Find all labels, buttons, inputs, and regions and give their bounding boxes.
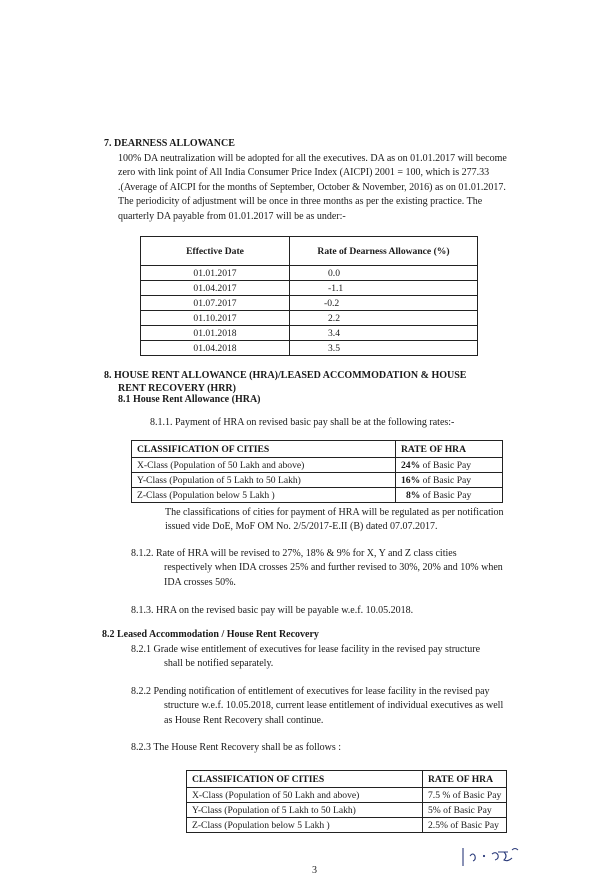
para-line: respectively when IDA crosses 25% and further revised to 30%, 20% and 10% when	[164, 562, 503, 574]
note-line: issued vide DoE, MoF OM No. 2/5/2017-E.II (B) dated 07.07.2017.	[165, 521, 438, 533]
table-header-row	[187, 771, 507, 788]
table-row	[132, 488, 503, 503]
table-cell: 3.4	[290, 326, 478, 341]
table-row	[141, 311, 478, 326]
rate-suffix: of Basic Pay	[420, 474, 472, 486]
table-cell	[396, 458, 503, 473]
table-cell: 01.07.2017	[141, 296, 290, 311]
table-header-row	[132, 441, 503, 458]
table-row	[132, 473, 503, 488]
table-cell: 0.0	[290, 266, 478, 281]
table-cell: Y-Class (Population of 5 Lakh to 50 Lakh)	[187, 803, 423, 818]
para-line: as House Rent Recovery shall continue.	[164, 714, 324, 726]
table-cell: 01.10.2017	[141, 311, 290, 326]
section-8-heading	[104, 369, 534, 395]
page-number: 3	[312, 865, 317, 876]
house-rent-recovery-table	[186, 770, 507, 833]
table-cell: Z-Class (Population below 5 Lakh )	[187, 818, 423, 833]
table-cell	[396, 473, 503, 488]
rate-value: 16%	[401, 474, 421, 486]
table-cell: 5% of Basic Pay	[423, 803, 507, 818]
handwritten-initials-signature	[460, 846, 528, 868]
section-8-2-heading: 8.2 Leased Accommodation / House Rent Recovery	[102, 629, 319, 640]
paragraph-8-1-3: 8.1.3. HRA on the revised basic pay will be payable w.e.f. 10.05.2018.	[131, 605, 414, 616]
col-header: CLASSIFICATION OF CITIES	[187, 771, 423, 788]
para-line: IDA crosses 50%.	[164, 576, 236, 588]
paragraph-8-1-2	[131, 547, 531, 590]
table-cell: 01.01.2018	[141, 326, 290, 341]
paragraph-8-2-1	[131, 643, 531, 672]
note-line: The classifications of cities for payment of HRA will be regulated as per notification	[165, 507, 504, 518]
table-cell: 01.04.2017	[141, 281, 290, 296]
rate-suffix: of Basic Pay	[420, 459, 472, 471]
table-cell: Z-Class (Population below 5 Lakh )	[132, 488, 396, 503]
rate-suffix: of Basic Pay	[420, 489, 472, 501]
hra-rates-table	[131, 440, 503, 503]
rate-value: 24%	[401, 459, 421, 471]
para-line: structure w.e.f. 10.05.2018, current lease entitlement of individual executives as well	[164, 700, 504, 712]
para-line: zero with link point of All India Consumer Price Index (AICPI) 2001 = 100, which is 277.33	[118, 167, 490, 179]
paragraph-8-1-1: 8.1.1. Payment of HRA on revised basic pay shall be at the following rates:-	[150, 417, 455, 428]
table-row	[132, 458, 503, 473]
heading-line: 8. HOUSE RENT ALLOWANCE (HRA)/LEASED ACCOMMODATION & HOUSE	[104, 370, 467, 381]
para-line: quarterly DA payable from 01.01.2017 will be as under:-	[118, 210, 346, 222]
dearness-allowance-table	[140, 236, 478, 356]
table-row	[187, 788, 507, 803]
table-row	[141, 281, 478, 296]
rate-value: 8%	[406, 489, 421, 501]
para-line: .(Average of AICPI for the months of September, October & November, 2016) as on 01.01.2017.	[118, 181, 506, 193]
table-cell: X-Class (Population of 50 Lakh and above)	[132, 458, 396, 473]
table-cell	[396, 488, 503, 503]
paragraph-8-2-2	[131, 685, 531, 728]
table-cell: 7.5 % of Basic Pay	[423, 788, 507, 803]
table-cell: 2.2	[290, 311, 478, 326]
table-row	[187, 803, 507, 818]
paragraph-8-2-3: 8.2.3 The House Rent Recovery shall be as follows :	[131, 742, 342, 753]
table-cell: X-Class (Population of 50 Lakh and above)	[187, 788, 423, 803]
section-7-paragraph	[118, 152, 534, 224]
heading-line: RENT RECOVERY (HRR)	[118, 383, 236, 395]
para-line: 100% DA neutralization will be adopted for all the executives. DA as on 01.01.2017 will become	[118, 153, 507, 164]
para-line: shall be notified separately.	[164, 658, 274, 670]
para-line: 8.2.1 Grade wise entitlement of executives for lease facility in the revised pay structure	[131, 644, 481, 655]
col-header: Effective Date	[141, 237, 290, 266]
section-8-1-heading: 8.1 House Rent Allowance (HRA)	[118, 394, 261, 405]
col-header: CLASSIFICATION OF CITIES	[132, 441, 396, 458]
table-row	[141, 266, 478, 281]
table-cell: 2.5% of Basic Pay	[423, 818, 507, 833]
col-header: RATE OF HRA	[423, 771, 507, 788]
table-row	[141, 341, 478, 356]
section-7-heading: 7. DEARNESS ALLOWANCE	[104, 138, 235, 149]
para-line: The periodicity of adjustment will be once in three months as per the existing practice. The	[118, 196, 483, 208]
col-header: Rate of Dearness Allowance (%)	[290, 237, 478, 266]
col-header: RATE OF HRA	[396, 441, 503, 458]
table-header-row	[141, 237, 478, 266]
table-row	[187, 818, 507, 833]
hra-classification-note	[165, 506, 535, 535]
table-cell: 01.01.2017	[141, 266, 290, 281]
table-row	[141, 326, 478, 341]
table-cell: -0.2	[290, 296, 478, 311]
para-line: 8.2.2 Pending notification of entitlement of executives for lease facility in the revised pay	[131, 686, 490, 697]
table-row	[141, 296, 478, 311]
table-cell: Y-Class (Population of 5 Lakh to 50 Lakh)	[132, 473, 396, 488]
table-cell: -1.1	[290, 281, 478, 296]
table-cell: 01.04.2018	[141, 341, 290, 356]
table-cell: 3.5	[290, 341, 478, 356]
para-line: 8.1.2. Rate of HRA will be revised to 27%, 18% & 9% for X, Y and Z class cities	[131, 548, 457, 559]
